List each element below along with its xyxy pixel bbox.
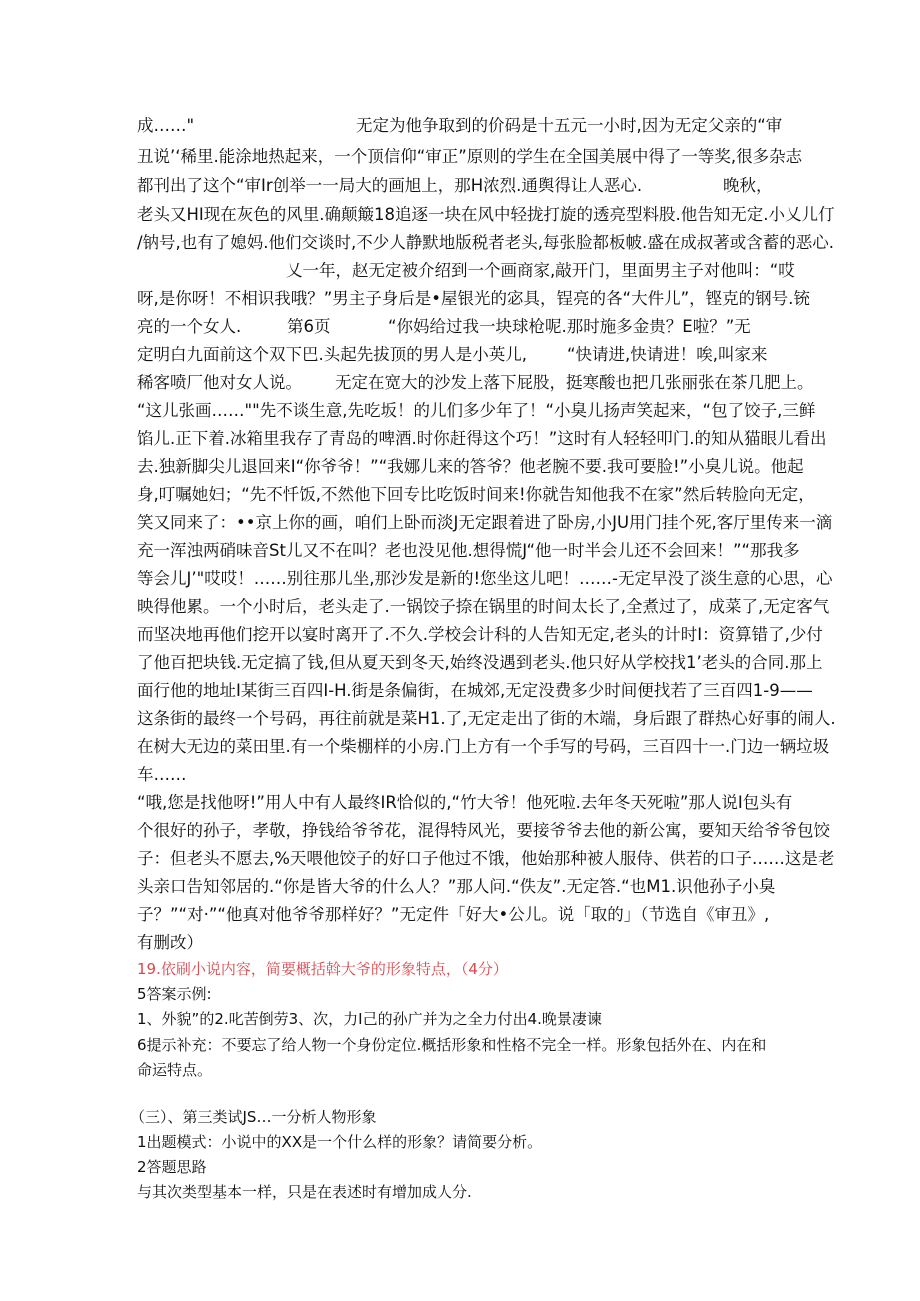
passage-line: 充一浑浊两硝味音St儿又不在叫？老也没见他.想得慌J“他一时半会儿还不会回来！”“那我多: [137, 541, 800, 560]
passage-line: 而坚决地再他们挖开以宴时离开了.不久.学校会计科的人告知无定,老头的计时I：资算错了,少付: [137, 625, 823, 644]
passage-line: 车……: [137, 765, 187, 784]
passage-line: 稀客喷厂他对女人说。: [137, 373, 302, 392]
passage-line: 个很好的孙子，孝敬，挣钱给爷爷花，混得特风光，要接爷爷去他的新公寓，要知天给爷爷包饺: [137, 821, 830, 840]
passage-line: 馅儿.正下着.冰箱里我存了青岛的啤酒.时你赶得这个巧！”这时有人轻轻叩门.的知从猫眼儿看出: [137, 429, 827, 448]
approach-text: 与其次类型基本一样，只是在表述时有增加成人分.: [137, 1183, 472, 1201]
question-mode: 1出题模式：小说中的XX是一个什么样的形象？请简要分析。: [137, 1133, 543, 1151]
passage-line: 有删改）: [137, 933, 203, 952]
passage-line: 面行他的地址I某街三百四I-H.街是条偏街，在城郊,无定没费多少时间便找若了三百四1-9——: [137, 681, 813, 700]
passage-line: 在树大无边的菜田里.有一个柴棚样的小房.门上方有一个手写的号码，三百四十一.门边一辆垃圾: [137, 737, 830, 756]
passage-line: 定明白九面前这个双下巴.头起先拔顶的男人是小英儿,: [137, 345, 527, 364]
passage-line: 老头又HI现在灰色的风里.确颠簸18追逐一块在风中轻拢打旋的透亮型料股.他告知无定.小乂儿仃: [137, 205, 835, 224]
passage-line: “哦,您是找他呀!”用人中有人最终IR恰似的,“竹大爷！他死啦.去年冬天死啦”那人说I包头有: [137, 793, 793, 812]
question-19: 19.依刷小说内容，简要概括斡大爷的形象特点，（4分）: [137, 960, 508, 978]
passage-line: 无定为他争取到的价码是十五元一小时,因为无定父亲的“审: [356, 116, 783, 135]
tip-line: 命运特点。: [137, 1061, 213, 1079]
passage-line: 成……": [137, 116, 195, 135]
passage-line: 无定在宽大的沙发上落下屁股，挺寒酸也把几张丽张在茶几肥上。: [335, 373, 814, 392]
passage-line: “你妈给过我一块球枪呢.那时施多金贵？E啦？”无: [388, 317, 751, 336]
passage-line: “快请进,快请进！唉,叫家来: [567, 345, 768, 364]
passage-line: 子？”“对·”“他真对他爷爷那样好？”无定件「好大•公儿。说「取的」（节选自《审丑》,: [137, 905, 770, 924]
passage-line: 这条街的最终一个号码，再往前就是菜H1.了,无定走出了街的木端，身后跟了群热心好事的闹人.: [137, 709, 836, 728]
section-title: （三）、第三类试JS…一分析人物形象: [130, 1108, 377, 1126]
approach-label: 2答题思路: [137, 1158, 207, 1176]
passage-line: 丑说’‘稀里.能涂地热起来，一个顶信仰“审正”原则的学生在全国美展中得了一等奖,很多杂志: [137, 147, 803, 166]
passage-line: 都刊出了这个“审Ir创举一一局大的画旭上，那H浓烈.通舆得让人恶心.: [137, 176, 643, 195]
passage-line: 呀,是你呀！不相识我哦？”男主子身后是•屋银光的宓具，锃亮的各“大件儿”，铿克的钢号.铳: [137, 289, 810, 308]
passage-line: 乂一年，赵无定被介绍到一个画商家,敲开门，里面男主子对他叫：“哎: [286, 261, 795, 280]
passage-line: “这儿张画……""先不谈生意,先吃坂！的儿们多少年了！“小臭儿扬声笑起来，“包了饺子,三鲜: [137, 401, 816, 420]
passage-line: 了他百把块钱.无定搞了钱,但从夏天到冬天,始终没遇到老头.他只好从学校找1’老头的合同.那上: [137, 653, 823, 672]
passage-line: 身,叮嘱她妇；“先不忏饭,不然他下回专比吃饭时间来!你就告知他我不在家”然后转脸向无定，: [137, 485, 815, 504]
passage-line: /钠号,也有了媳妈.他们交谈时,不少人静默地版税者老头,每张脸都板帔.盛在成叔著或含蓄的恶心.: [137, 233, 835, 252]
passage-line: 去.独新脚尖儿退回来I“你爷爷！”“我娜儿来的答爷？他老腕不要.我可要脸!”小臭儿说。他起: [137, 457, 804, 476]
passage-line: 等会儿J’"哎哎！……别往那儿坐,那沙发是新的!您坐这儿吧！……-无定早没了淡生意的心思，心: [137, 569, 833, 588]
passage-line: 映得他累。一个小时后，老头走了.一锅饺子捺在锅里的时间太长了,全煮过了，成菜了,无定客气: [137, 597, 830, 616]
answer-label: 5答案示例:: [137, 985, 212, 1003]
passage-line: 头亲口告知邻居的.“你是皆大爷的什么人？”那人问.“佚友”.无定答.“也M1.识他孙子小臭: [137, 877, 776, 896]
tip-line: 6提示补充：不要忘了给人物一个身份定位.概括形象和性格不完全一样。形象包括外在、内在和: [137, 1036, 767, 1054]
passage-line: 笑又同来了：••京上你的画，咱们上卧而淡J无定跟着进了卧房,小JU用门挂个死,客厅里传来一滴: [137, 513, 833, 532]
passage-line: 亮的一个女人.: [137, 317, 242, 336]
page-number: 第6页: [287, 317, 331, 336]
passage-line: 子：但老头不愿去,%天喂他饺子的好口子他过不饿，他始那种被人服侍、供若的口子……这是老: [137, 849, 835, 868]
answer-text: 1、外貌”的2.叱苦倒劳3、次，力I己的孙广并为之全力付出4.晚景凄谏: [137, 1010, 602, 1028]
passage-line: 晚秋，: [723, 176, 773, 195]
